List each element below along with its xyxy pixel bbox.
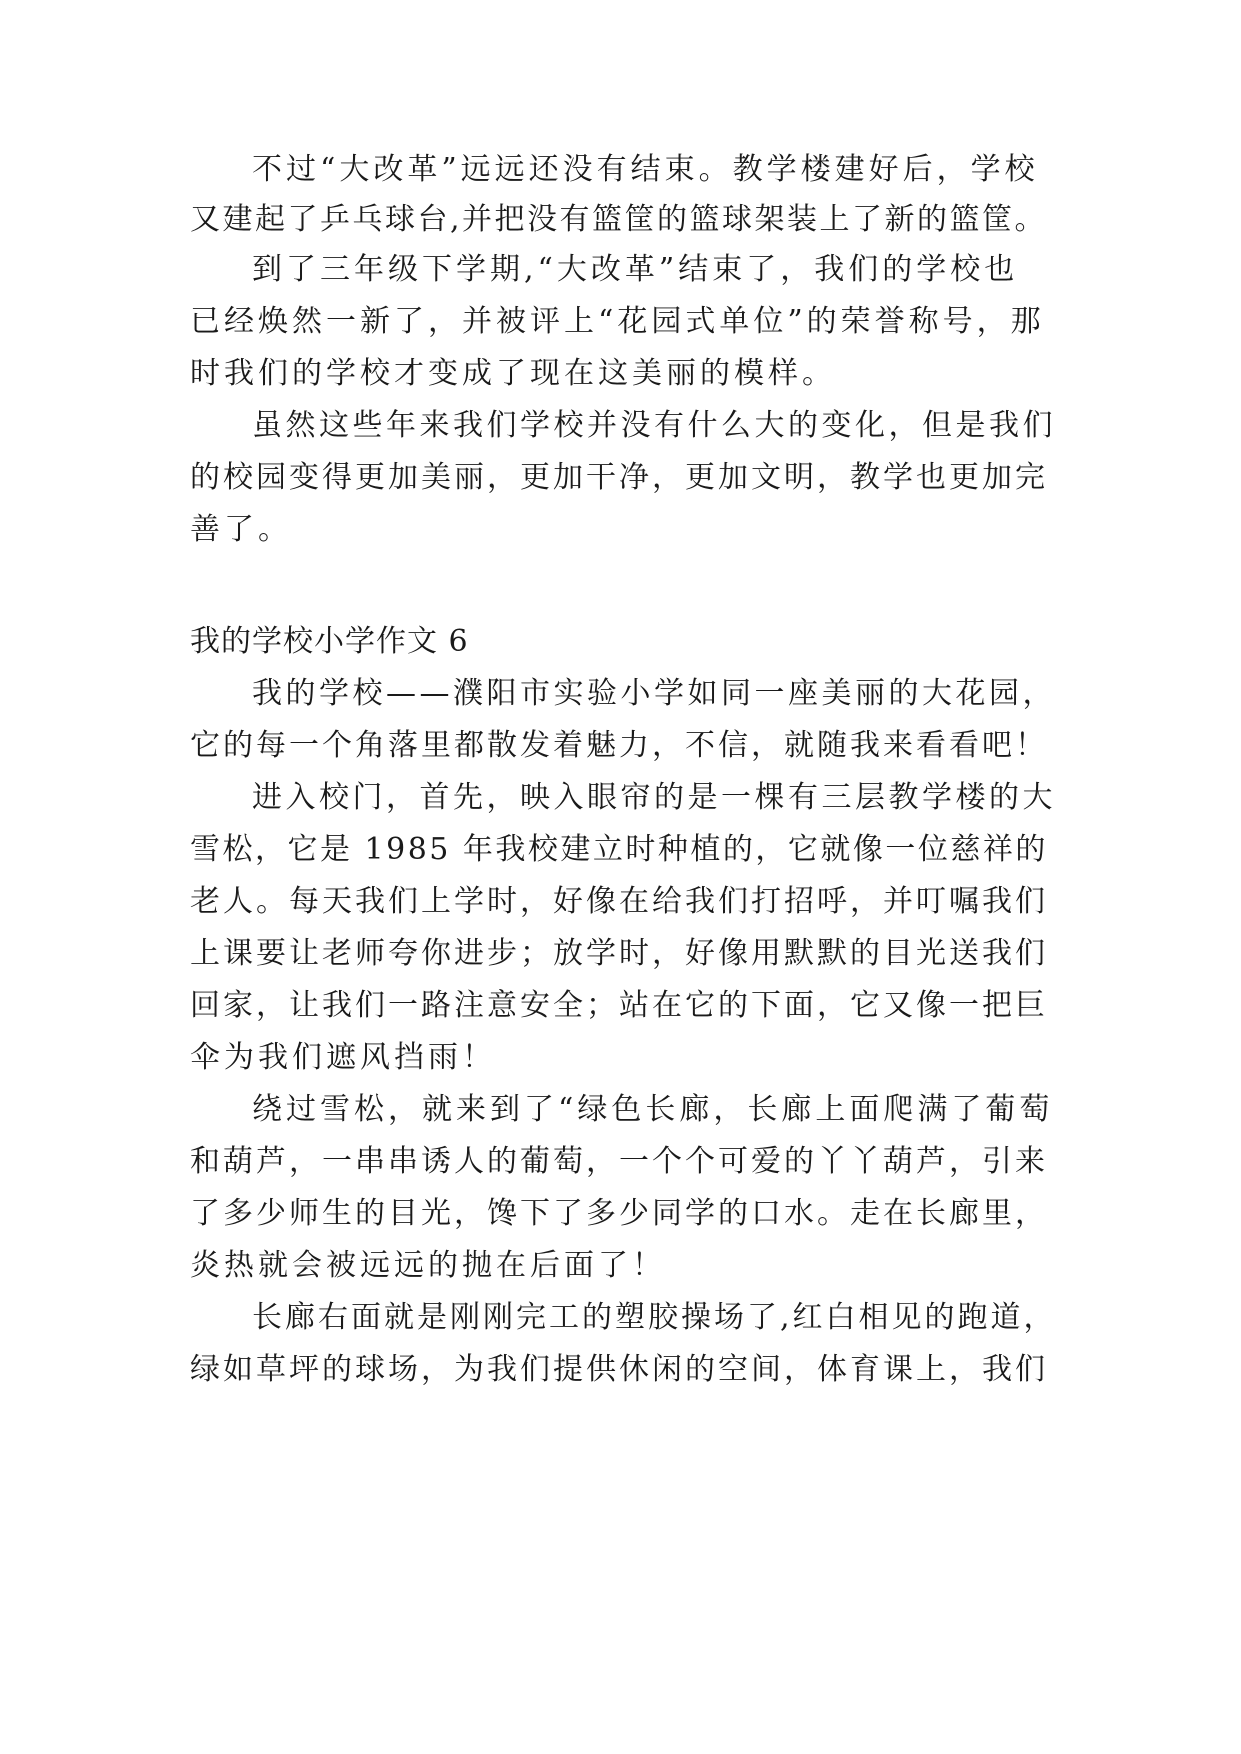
paragraph-line: 善了。	[190, 512, 292, 547]
paragraph-line: 到了三年级下学期,“大改革”结束了，我们的学校也	[252, 252, 1019, 287]
essay-title: 我的学校小学作文 6	[190, 624, 469, 659]
paragraph-line: 时我们的学校才变成了现在这美丽的模样。	[190, 356, 836, 391]
paragraph-line: 又建起了乒乓球台,并把没有篮筐的篮球架装上了新的篮筐。	[190, 202, 1048, 237]
paragraph-line: 老人。每天我们上学时，好像在给我们打招呼，并叮嘱我们	[190, 884, 1048, 919]
paragraph-line: 和葫芦，一串串诱人的葡萄，一个个可爱的丫丫葫芦，引来	[190, 1144, 1048, 1179]
paragraph-line: 回家，让我们一路注意安全；站在它的下面，它又像一把巨	[190, 988, 1048, 1023]
paragraph-line: 绕过雪松，就来到了“绿色长廊，长廊上面爬满了葡萄	[252, 1092, 1054, 1127]
paragraph-line: 进入校门，首先，映入眼帘的是一棵有三层教学楼的大	[252, 780, 1056, 815]
paragraph-line: 它的每一个角落里都散发着魅力，不信，就随我来看看吧！	[190, 728, 1048, 763]
paragraph-line: 雪松，它是 1985 年我校建立时种植的，它就像一位慈祥的	[190, 832, 1048, 867]
paragraph-line: 了多少师生的目光，馋下了多少同学的口水。走在长廊里，	[190, 1196, 1048, 1231]
paragraph-line: 不过“大改革”远远还没有结束。教学楼建好后，学校	[252, 152, 1039, 187]
paragraph-line: 已经焕然一新了，并被评上“花园式单位”的荣誉称号，那	[190, 304, 1045, 339]
paragraph-line: 我的学校——濮阳市实验小学如同一座美丽的大花园，	[252, 676, 1056, 711]
paragraph-line: 上课要让老师夸你进步；放学时，好像用默默的目光送我们	[190, 936, 1048, 971]
paragraph-line: 炎热就会被远远的抛在后面了！	[190, 1248, 666, 1283]
paragraph-line: 的校园变得更加美丽，更加干净，更加文明，教学也更加完	[190, 460, 1048, 495]
paragraph-line: 伞为我们遮风挡雨！	[190, 1040, 496, 1075]
paragraph-line: 长廊右面就是刚刚完工的塑胶操场了,红白相见的跑道，	[252, 1300, 1057, 1335]
paragraph-line: 绿如草坪的球场，为我们提供休闲的空间，体育课上，我们	[190, 1352, 1048, 1387]
paragraph-line: 虽然这些年来我们学校并没有什么大的变化，但是我们	[252, 408, 1056, 443]
